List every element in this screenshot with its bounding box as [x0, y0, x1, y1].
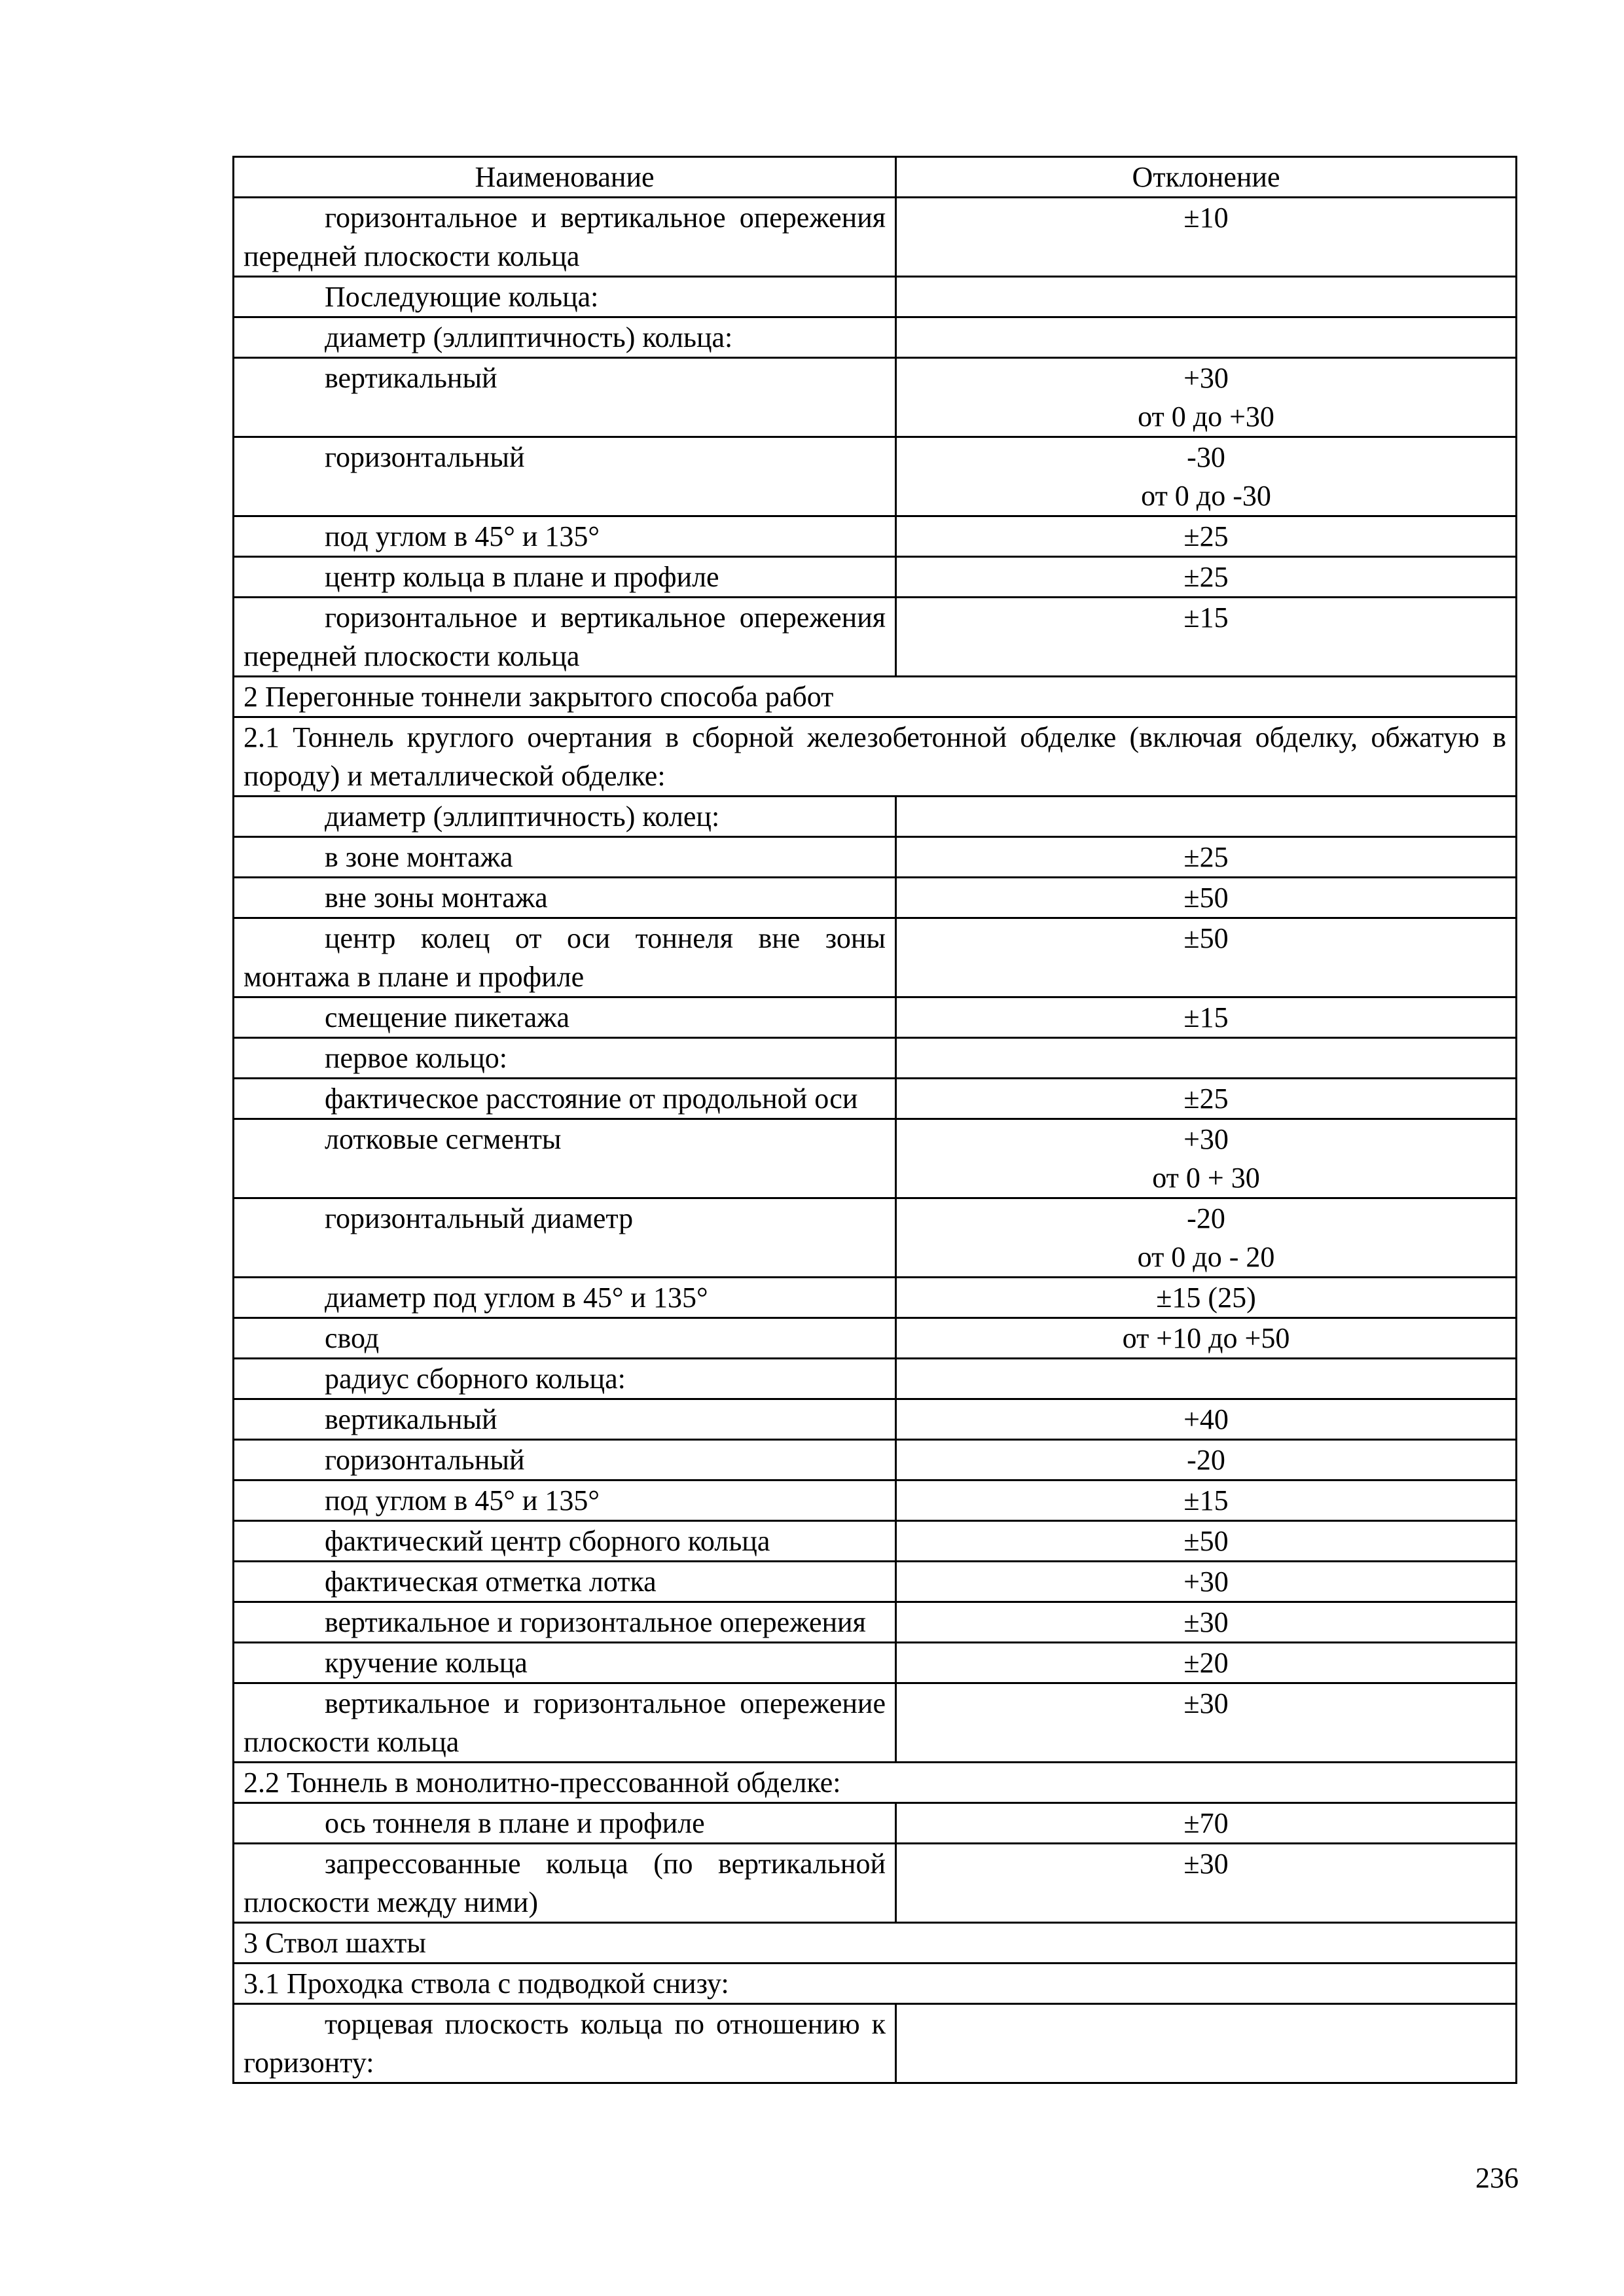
row-name: торцевая плоскость кольца по отношению к горизонту:: [234, 2004, 896, 2083]
deviation-value: [906, 2005, 1506, 2043]
row-deviation: [896, 1399, 1517, 1440]
deviation-value: +30: [1183, 362, 1229, 394]
row-name: под углом в 45° и 135°: [234, 516, 896, 557]
deviation-value: ±15: [1183, 601, 1229, 634]
row-deviation: [896, 1480, 1517, 1521]
row-name: вертикальное и горизонтальное опережение плоскости кольца: [234, 1683, 896, 1763]
table-row: [234, 1602, 1517, 1643]
row-name: вертикальный: [234, 1399, 896, 1440]
table-row: [234, 797, 1517, 837]
deviation-value: +30: [1183, 1123, 1229, 1155]
deviation-value: ±25: [1183, 841, 1229, 873]
deviation-value: -20: [1187, 1202, 1225, 1234]
row-deviation: [896, 1803, 1517, 1844]
deviation-value: ±30: [1183, 1606, 1229, 1638]
row-name: под углом в 45° и 135°: [234, 1480, 896, 1521]
deviation-value: ±15: [1183, 1484, 1229, 1516]
table-row: [234, 1119, 1517, 1198]
section-row: [234, 717, 1517, 797]
table-row: [234, 1399, 1517, 1440]
row-deviation: [896, 1038, 1517, 1079]
deviation-value: [906, 1039, 1506, 1077]
row-name: центр кольца в плане и профиле: [234, 557, 896, 598]
table-row: [234, 1038, 1517, 1079]
row-name: горизонтальный: [234, 437, 896, 516]
row-deviation: [896, 2004, 1517, 2083]
table-row: [234, 1480, 1517, 1521]
row-name: первое кольцо:: [234, 1038, 896, 1079]
row-deviation: [896, 1602, 1517, 1643]
table-row: [234, 997, 1517, 1038]
row-name: кручение кольца: [234, 1643, 896, 1683]
table-row: [234, 1318, 1517, 1359]
table-row: [234, 1359, 1517, 1399]
table-row: [234, 1521, 1517, 1562]
table-row: [234, 557, 1517, 598]
section-row: [234, 1763, 1517, 1803]
table-row: [234, 1643, 1517, 1683]
deviation-value: ±30: [1183, 1848, 1229, 1880]
deviation-value: ±15 (25): [1156, 1282, 1256, 1314]
row-deviation: [896, 837, 1517, 878]
deviation-value: ±10: [1183, 202, 1229, 234]
deviation-range: от 0 до +30: [1138, 401, 1274, 433]
row-deviation: [896, 1643, 1517, 1683]
row-deviation: [896, 1198, 1517, 1278]
row-deviation: [896, 1562, 1517, 1602]
deviation-range: от 0 до -30: [1141, 480, 1271, 512]
deviation-value: +40: [1183, 1403, 1229, 1435]
section-title: 2.1 Тоннель круглого очертания в сборной железобетонной обделке (включая обделку, обжатую в породу) и металлической обделке:: [234, 717, 1517, 797]
deviation-value: ±20: [1183, 1647, 1229, 1679]
section-row: [234, 677, 1517, 717]
row-deviation: [896, 516, 1517, 557]
deviation-value: ±50: [1183, 1525, 1229, 1557]
table-row: [234, 1079, 1517, 1119]
row-deviation: [896, 1278, 1517, 1318]
row-name: радиус сборного кольца:: [234, 1359, 896, 1399]
deviation-value: ±15: [1183, 1001, 1229, 1033]
row-deviation: [896, 797, 1517, 837]
section-title: 2.2 Тоннель в монолитно-прессованной обделке:: [234, 1763, 1517, 1803]
row-name: ось тоннеля в плане и профиле: [234, 1803, 896, 1844]
table-row: [234, 317, 1517, 358]
row-name: фактическая отметка лотка: [234, 1562, 896, 1602]
deviation-value: -20: [1187, 1444, 1225, 1476]
tolerance-table: [232, 156, 1517, 2084]
row-name: запрессованные кольца (по вертикальной плоскости между ними): [234, 1844, 896, 1923]
header-deviation: Отклонение: [896, 157, 1517, 198]
table-row: [234, 277, 1517, 317]
deviation-value: ±30: [1183, 1687, 1229, 1719]
row-deviation: [896, 997, 1517, 1038]
row-name: лотковые сегменты: [234, 1119, 896, 1198]
deviation-value: -30: [1187, 441, 1225, 473]
table-row: [234, 198, 1517, 277]
row-deviation: [896, 1318, 1517, 1359]
row-name: горизонтальное и вертикальное опережения передней плоскости кольца: [234, 198, 896, 277]
row-name: фактический центр сборного кольца: [234, 1521, 896, 1562]
row-name: центр колец от оси тоннеля вне зоны монтажа в плане и профиле: [234, 918, 896, 997]
row-name: смещение пикетажа: [234, 997, 896, 1038]
row-name: вертикальное и горизонтальное опережения: [234, 1602, 896, 1643]
row-name: горизонтальный: [234, 1440, 896, 1480]
deviation-value: [906, 797, 1506, 836]
deviation-value: ±25: [1183, 561, 1229, 593]
table-row: [234, 1198, 1517, 1278]
table-body: [234, 157, 1517, 2083]
header-name: Наименование: [234, 157, 896, 198]
deviation-value: [906, 278, 1506, 316]
row-name: фактическое расстояние от продольной оси: [234, 1079, 896, 1119]
deviation-value: ±25: [1183, 520, 1229, 552]
row-deviation: [896, 598, 1517, 677]
row-name: вне зоны монтажа: [234, 878, 896, 918]
row-deviation: [896, 317, 1517, 358]
deviation-range: от 0 + 30: [1152, 1162, 1260, 1194]
section-title: 3.1 Проходка ствола с подводкой снизу:: [234, 1964, 1517, 2004]
row-name: в зоне монтажа: [234, 837, 896, 878]
deviation-value: [906, 1359, 1506, 1398]
row-deviation: [896, 557, 1517, 598]
row-deviation: [896, 1521, 1517, 1562]
table-row: [234, 1440, 1517, 1480]
row-name: вертикальный: [234, 358, 896, 437]
table-row: [234, 358, 1517, 437]
row-deviation: [896, 358, 1517, 437]
page-number: 236: [1475, 2162, 1519, 2194]
table-row: [234, 1562, 1517, 1602]
row-deviation: [896, 437, 1517, 516]
row-name: свод: [234, 1318, 896, 1359]
deviation-value: ±25: [1183, 1083, 1229, 1115]
section-row: [234, 1964, 1517, 2004]
row-deviation: [896, 1440, 1517, 1480]
row-deviation: [896, 1119, 1517, 1198]
table-row: [234, 837, 1517, 878]
row-name: диаметр (эллиптичность) кольца:: [234, 317, 896, 358]
deviation-value: ±50: [1183, 922, 1229, 954]
table-header-row: [234, 157, 1517, 198]
deviation-value: ±70: [1183, 1807, 1229, 1839]
section-row: [234, 1923, 1517, 1964]
row-deviation: [896, 1359, 1517, 1399]
table-row: [234, 2004, 1517, 2083]
deviation-range: от 0 до - 20: [1137, 1241, 1275, 1273]
row-deviation: [896, 1079, 1517, 1119]
row-deviation: [896, 1844, 1517, 1923]
row-deviation: [896, 277, 1517, 317]
section-title: 3 Ствол шахты: [234, 1923, 1517, 1964]
deviation-value: ±50: [1183, 882, 1229, 914]
row-name: Последующие кольца:: [234, 277, 896, 317]
table-row: [234, 437, 1517, 516]
table-row: [234, 1278, 1517, 1318]
table-row: [234, 1844, 1517, 1923]
row-deviation: [896, 878, 1517, 918]
table-row: [234, 1803, 1517, 1844]
deviation-value: +30: [1183, 1566, 1229, 1598]
row-name: горизонтальное и вертикальное опережения передней плоскости кольца: [234, 598, 896, 677]
table-row: [234, 878, 1517, 918]
row-name: горизонтальный диаметр: [234, 1198, 896, 1278]
table-row: [234, 1683, 1517, 1763]
table-row: [234, 598, 1517, 677]
table-row: [234, 918, 1517, 997]
row-name: диаметр под углом в 45° и 135°: [234, 1278, 896, 1318]
deviation-value: от +10 до +50: [1122, 1322, 1290, 1354]
row-name: диаметр (эллиптичность) колец:: [234, 797, 896, 837]
table-row: [234, 516, 1517, 557]
section-title: 2 Перегонные тоннели закрытого способа работ: [234, 677, 1517, 717]
row-deviation: [896, 918, 1517, 997]
deviation-value: [906, 318, 1506, 357]
row-deviation: [896, 198, 1517, 277]
row-deviation: [896, 1683, 1517, 1763]
